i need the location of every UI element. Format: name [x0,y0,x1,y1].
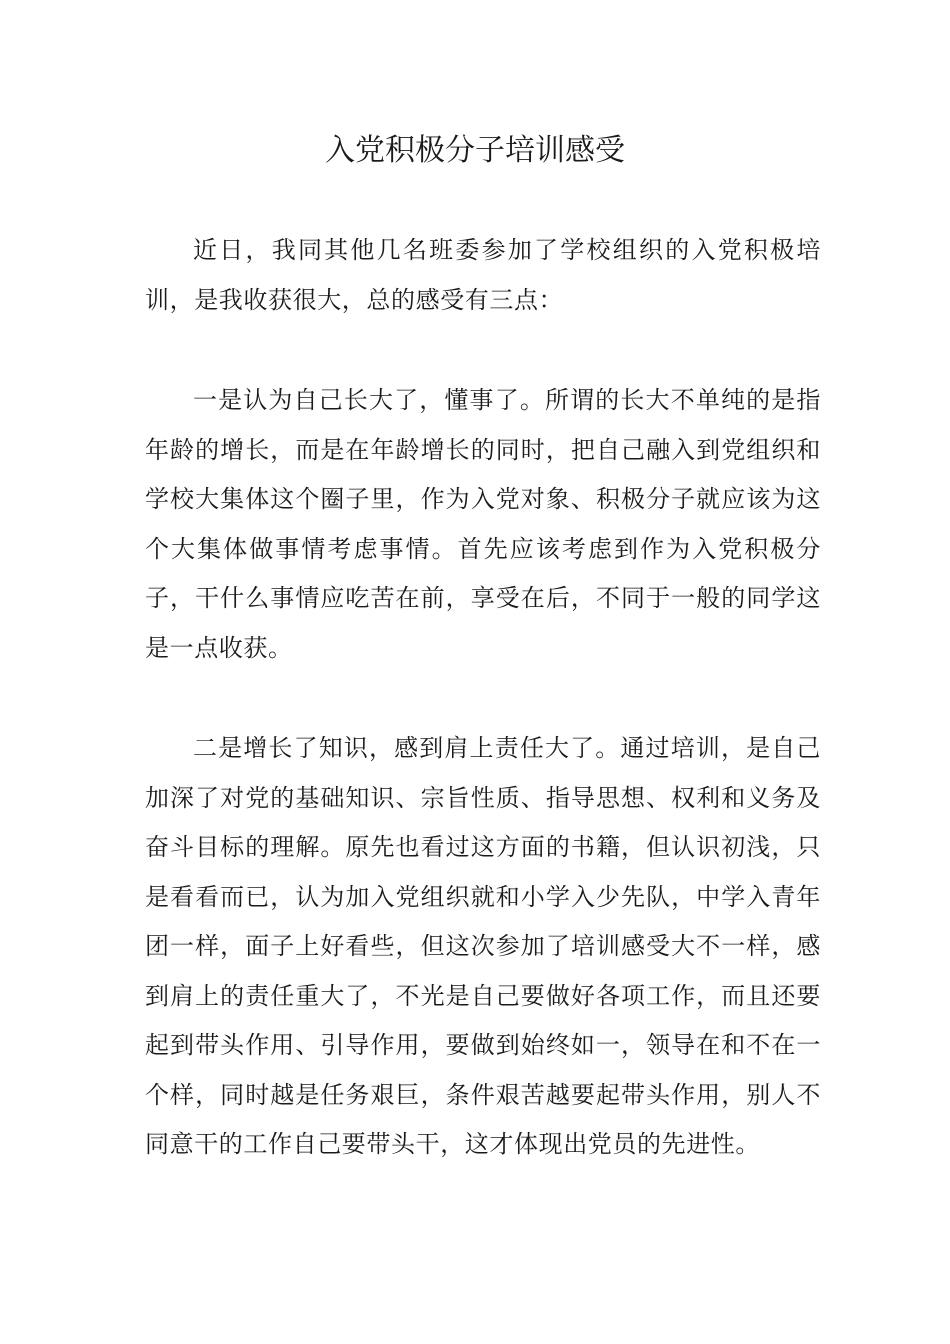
paragraph-point-two: 二是增长了知识，感到肩上责任大了。通过培训，是自己加深了对党的基础知识、宗旨性质、指导思想、权利和义务及奋斗目标的理解。原先也看过这方面的书籍，但认识初浅，只是看看而已，认为加入党组织就和小学入少先队，中学入青年团一样，面子上好看些，但这次参加了培训感受大不一样，感到肩上的责任重大了，不光是自己要做好各项工作，而且还要起到带头作用、引导作用，要做到始终如一，领导在和不在一个样，同时越是任务艰巨，条件艰苦越要起带头作用，别人不同意干的工作自己要带头干，这才体现出党员的先进性。 [145,734,821,1158]
paragraph-point-one: 一是认为自己长大了，懂事了。所谓的长大不单纯的是指年龄的增长，而是在年龄增长的同时，把自己融入到党组织和学校大集体这个圈子里，作为入党对象、积极分子就应该为这个大集体做事情考虑事情。首先应该考虑到作为入党积极分子，干什么事情应吃苦在前，享受在后，不同于一般的同学这是一点收获。 [145,386,821,662]
paragraph-intro: 近日，我同其他几名班委参加了学校组织的入党积极培训，是我收获很大，总的感受有三点： [145,236,821,314]
document-title: 入党积极分子培训感受 [325,133,625,168]
